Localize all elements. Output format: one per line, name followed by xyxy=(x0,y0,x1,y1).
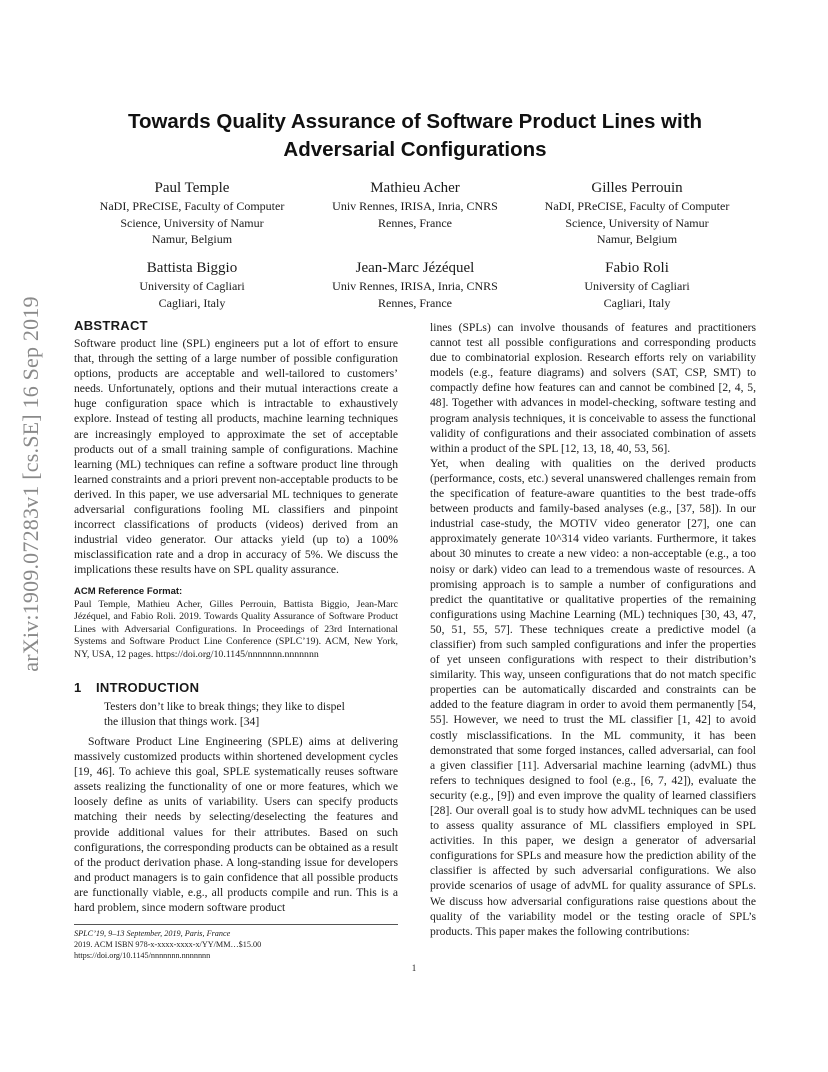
author-affiliation: Cagliari, Italy xyxy=(158,295,226,310)
author-affiliation: Cagliari, Italy xyxy=(603,295,671,310)
epigraph xyxy=(104,699,404,729)
author-affiliation: Univ Rennes, IRISA, Inria, CNRS xyxy=(332,199,498,213)
footnote-divider xyxy=(74,924,398,925)
intro-paragraph-1: Software Product Line Engineering (SPLE) aims at delivering massively customized products within shortened development cycles [19, 46]. To achieve this goal, SPLE systematically reuses software assets realizing the functionality of one or more features, which we loosely define as units of variability. Users can specify products matching their needs by selecting/deselecting the features and provide additional values for their attributes. Based on such configurations, the corresponding products can be obtained as a result of the product derivation phase. A long-standing issue for developers and product managers is to gain confidence that all possible products are functionally viable, e.g., all products compile and run. This is a hard problem, since modern software product xyxy=(74,735,398,915)
abstract-heading: ABSTRACT xyxy=(74,318,148,333)
author-affiliation: Science, University of Namur xyxy=(565,215,709,230)
author-affiliation: Rennes, France xyxy=(378,295,452,310)
abstract-text: Software product line (SPL) engineers put a lot of effort to ensure that, through the setting of a large number of possible configuration options, products are acceptable and well-tailored to customers’ needs. Unfortunately, options and their mutual interactions create a huge configuration space which is intractable to exhaustively explore. Instead of testing all products, machine learning techniques are increasingly employed to approximate the set of acceptable products out of a small training sample of configurations. Machine learning (ML) techniques can refine a software product line through learned constraints and a priori prevent non-acceptable products to be derived. In this paper, we use adversarial ML techniques to generate adversarial configurations fooling ML classifiers and pinpoint incorrect classifications of products (videos) derived from an industrial video generator. Our attacks yield (up to) a 100% misclassification rate and a drop in accuracy of 5%. We discuss the implications these results have on SPL quality assurance. xyxy=(74,337,398,577)
author-name: Fabio Roli xyxy=(605,260,669,276)
author-affiliation: University of Cagliari xyxy=(139,279,245,293)
section-number: 1 xyxy=(74,680,82,695)
footnote-doi: https://doi.org/10.1145/nnnnnnn.nnnnnnn xyxy=(74,951,211,961)
author-block-3 xyxy=(537,178,737,248)
intro-paragraph-right-1: lines (SPLs) can involve thousands of features and practitioners cannot test all possible configurations and corresponding products due to combinatorial explosion. Research efforts rely on variability models (e.g., feature diagrams) and solvers (SAT, CSP, SMT) to compactly define how features can and cannot be combined [2, 4, 5, 48]. Together with advances in model-checking, software testing and program analysis techniques, it is conceivable to assess the functional validity of configurations and their associated combination of assets within a product of the SPL [12, 13, 18, 40, 53, 56]. xyxy=(430,321,756,455)
author-block-5 xyxy=(315,258,515,311)
author-affiliation: Science, University of Namur xyxy=(120,215,264,230)
epigraph-line: Testers don’t like to break things; they like to dispel xyxy=(104,700,345,713)
arxiv-identifier: arXiv:1909.07283v1 [cs.SE] 16 Sep 2019 xyxy=(18,296,43,672)
intro-paragraph-right-2: Yet, when dealing with qualities on the derived products (performance, costs, etc.) several unanswered challenges remain from the specification of feature-aware quantities to the best trade-offs between products and family-based analyses (e.g., [37, 58]). In our industrial case-study, the MOTIV video generator [27], one can approximately generate 10^314 video variants. Furthermore, it takes about 30 minutes to create a new video: a non-acceptable (e.g., a too noisy or dark) video can lead to a tremendous waste of resources. A promising approach is to sample a number of configurations and predict the quantitative or qualitative properties of the remaining configurations using Machine Learning (ML) techniques [30, 43, 47, 50, 51, 55, 57]. These techniques create a predictive model (a classifier) from such sampled configurations and infer the properties of yet unseen configurations with respect to their distribution’s similarity. This way, unseen configurations that do not match specific properties can be automatically discarded and constraints can be added to the feature diagram in order to avoid them permanently [54, 55]. However, we need to trust the ML classifier [1, 42] to avoid costly misclassifications. In the ML community, it has been demonstrated that some forged instances, called adversarial, can fool a given classifier [11]. Adversarial machine learning (advML) thus refers to techniques designed to fool (e.g., [6, 7, 42]), evaluate the security (e.g., [9]) and even improve the quality of learned classifiers [28]. Our overall goal is to study how advML techniques can be used to assess quality assurance of ML classifiers employed in SPL activities. In this paper, we design a generator of adversarial configurations for SPLs and measure how the prediction ability of the classifier is affected by such adversarial configurations. We also provide scenarios of usage of advML for quality assurance of SPLs. We discuss how adversarial configurations raise questions about the quality of the variability model or the testing oracle of SPL’s products. This paper makes the following contributions: xyxy=(430,456,756,938)
author-block-6 xyxy=(537,258,737,311)
author-name: Mathieu Acher xyxy=(370,180,460,196)
footnote-isbn: 2019. ACM ISBN 978-x-xxxx-xxxx-x/YY/MM…$15.00 xyxy=(74,940,262,950)
author-name: Battista Biggio xyxy=(146,260,238,276)
footnote-venue: SPLC’19, 9–13 September, 2019, Paris, France xyxy=(74,929,231,938)
author-affiliation: NaDI, PReCISE, Faculty of Computer xyxy=(99,199,285,213)
author-block-4 xyxy=(92,258,292,311)
title-line-2: Adversarial Configurations xyxy=(283,138,547,161)
author-name: Paul Temple xyxy=(154,180,230,196)
section-title: INTRODUCTION xyxy=(96,680,200,695)
acm-reference-heading: ACM Reference Format: xyxy=(74,585,183,597)
author-name: Jean-Marc Jézéquel xyxy=(355,260,475,276)
author-affiliation: University of Cagliari xyxy=(584,279,690,293)
section-heading-introduction xyxy=(74,680,199,695)
footnote xyxy=(74,928,404,962)
abstract-column xyxy=(74,336,398,662)
epigraph-line: the illusion that things work. [34] xyxy=(104,715,260,729)
author-block-2 xyxy=(315,178,515,231)
page-number: 1 xyxy=(411,963,417,973)
author-affiliation: Univ Rennes, IRISA, Inria, CNRS xyxy=(332,279,498,293)
title-line-1: Towards Quality Assurance of Software Product Lines with xyxy=(127,110,703,133)
paper-title xyxy=(90,108,740,164)
author-affiliation: Namur, Belgium xyxy=(151,232,233,246)
author-affiliation: NaDI, PReCISE, Faculty of Computer xyxy=(544,199,730,213)
right-column xyxy=(430,320,756,939)
acm-reference-text: Paul Temple, Mathieu Acher, Gilles Perrouin, Battista Biggio, Jean-Marc Jézéquel, and Fabio Roli. 2019. Towards Quality Assurance of Software Product Lines with Adversarial Configurations. In Proceedings of 23rd International Systems and Software Product Line Conference (SPLC’19). ACM, New York, NY, USA, 12 pages. https://doi.org/10.1145/nnnnnnn.nnnnnnn xyxy=(74,598,398,660)
author-block-1 xyxy=(92,178,292,248)
author-affiliation: Rennes, France xyxy=(378,215,452,230)
author-name: Gilles Perrouin xyxy=(591,180,683,196)
author-affiliation: Namur, Belgium xyxy=(596,232,678,246)
